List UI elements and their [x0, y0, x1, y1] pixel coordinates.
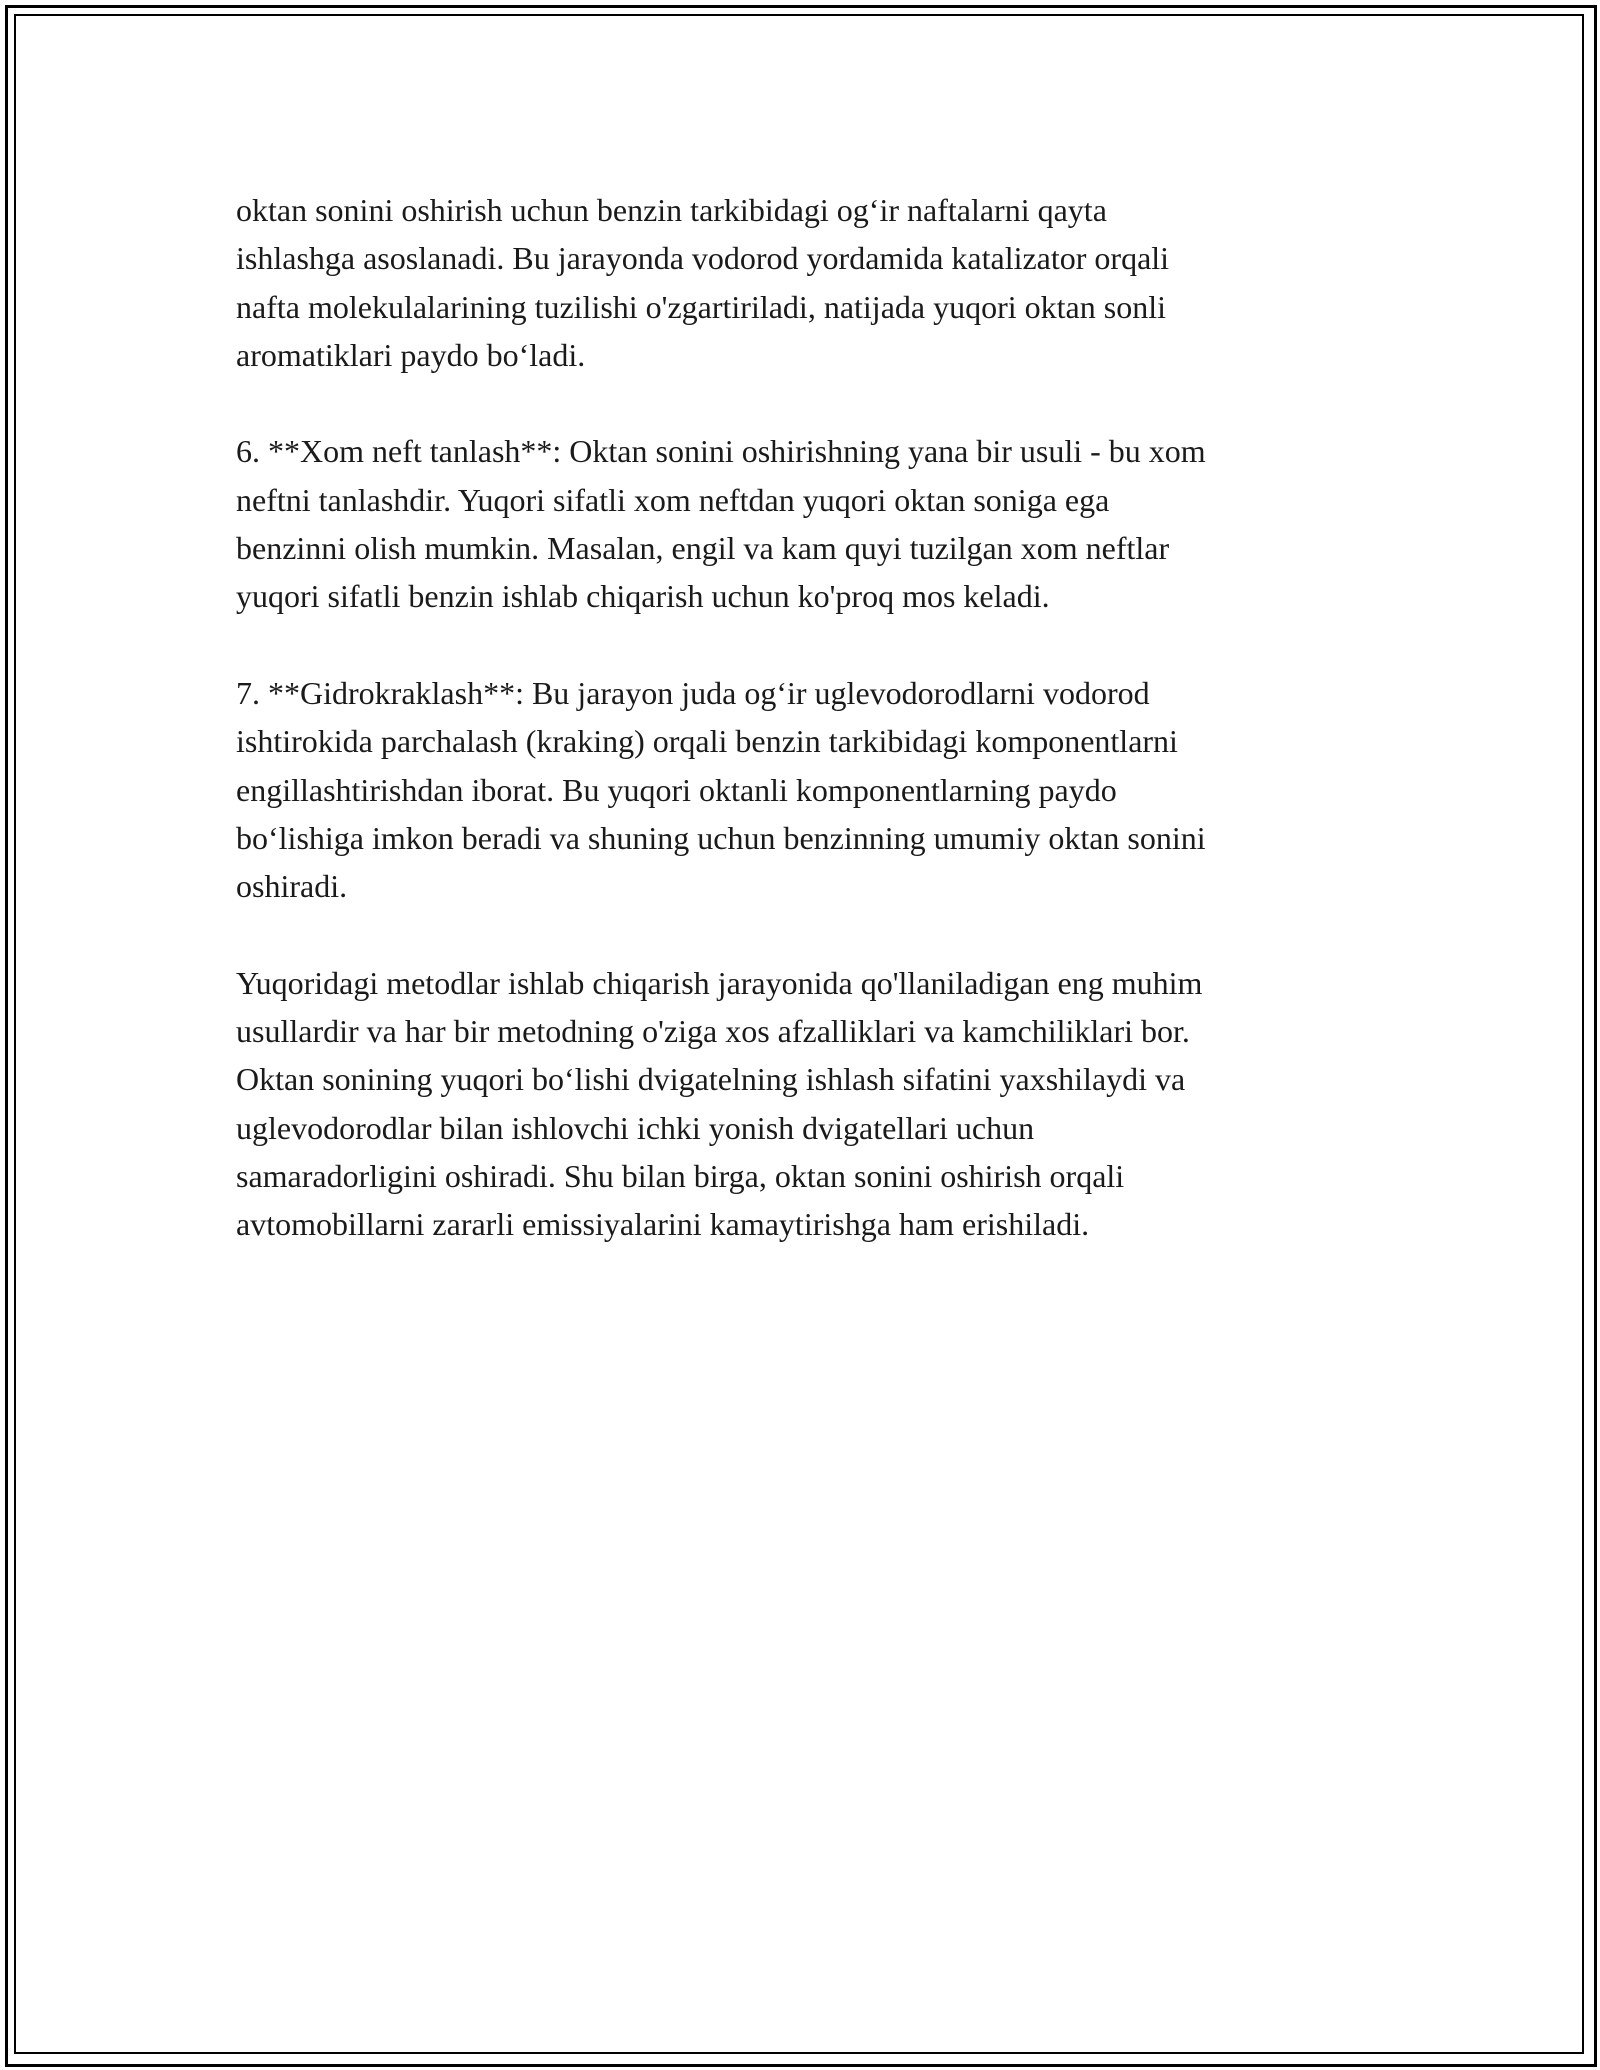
text-line: 7. **Gidrokraklash**: Bu jarayon juda og‘ir uglevodorodlarni vodorod — [236, 674, 1150, 711]
text-line: usullardir va har bir metodning o'ziga xos afzalliklari va kamchiliklari bor. — [236, 1013, 1190, 1050]
text-line: samaradorligini oshiradi. Shu bilan birga, oktan sonini oshirish orqali — [236, 1157, 1125, 1194]
text-line: uglevodorodlar bilan ishlovchi ichki yonish dvigatellari uchun — [236, 1109, 1035, 1146]
text-line: ishtirokida parchalash (kraking) orqali benzin tarkibidagi komponentlarni — [236, 723, 1178, 760]
text-line: neftni tanlashdir. Yuqori sifatli xom neftdan yuqori oktan soniga ega — [236, 481, 1110, 518]
text-line: oshiradi. — [236, 868, 348, 905]
paragraph-crude-selection — [236, 427, 1366, 620]
text-line: nafta molekulalarining tuzilishi o'zgartiriladi, natijada yuqori oktan sonli — [236, 288, 1166, 325]
text-line: bo‘lishiga imkon beradi va shuning uchun benzinning umumiy oktan sonini — [236, 819, 1206, 856]
text-line: oktan sonini oshirish uchun benzin tarkibidagi og‘ir naftalarni qayta — [236, 192, 1107, 228]
text-line: avtomobillarni zararli emissiyalarini kamaytirishga ham erishiladi. — [236, 1206, 1090, 1243]
text-line: ishlashga asoslanadi. Bu jarayonda vodorod yordamida katalizator orqali — [236, 240, 1170, 277]
document-body — [236, 186, 1366, 1297]
text-line: engillashtirishdan iborat. Bu yuqori oktanli komponentlarning paydo — [236, 771, 1117, 808]
paragraph-conclusion — [236, 959, 1366, 1249]
text-line: aromatiklari paydo bo‘ladi. — [236, 336, 586, 373]
text-line: Yuqoridagi metodlar ishlab chiqarish jarayonida qo'llaniladigan eng muhim — [236, 964, 1203, 1001]
text-line: 6. **Xom neft tanlash**: Oktan sonini oshirishning yana bir usuli - bu xom — [236, 433, 1206, 470]
text-line: benzinni olish mumkin. Masalan, engil va kam quyi tuzilgan xom neftlar — [236, 530, 1170, 567]
paragraph-reforming-continued — [236, 186, 1366, 379]
paragraph-hydrocracking — [236, 669, 1366, 910]
text-line: yuqori sifatli benzin ishlab chiqarish uchun ko'proq mos keladi. — [236, 578, 1050, 615]
text-line: Oktan sonining yuqori bo‘lishi dvigatelning ishlash sifatini yaxshilaydi va — [236, 1061, 1186, 1098]
